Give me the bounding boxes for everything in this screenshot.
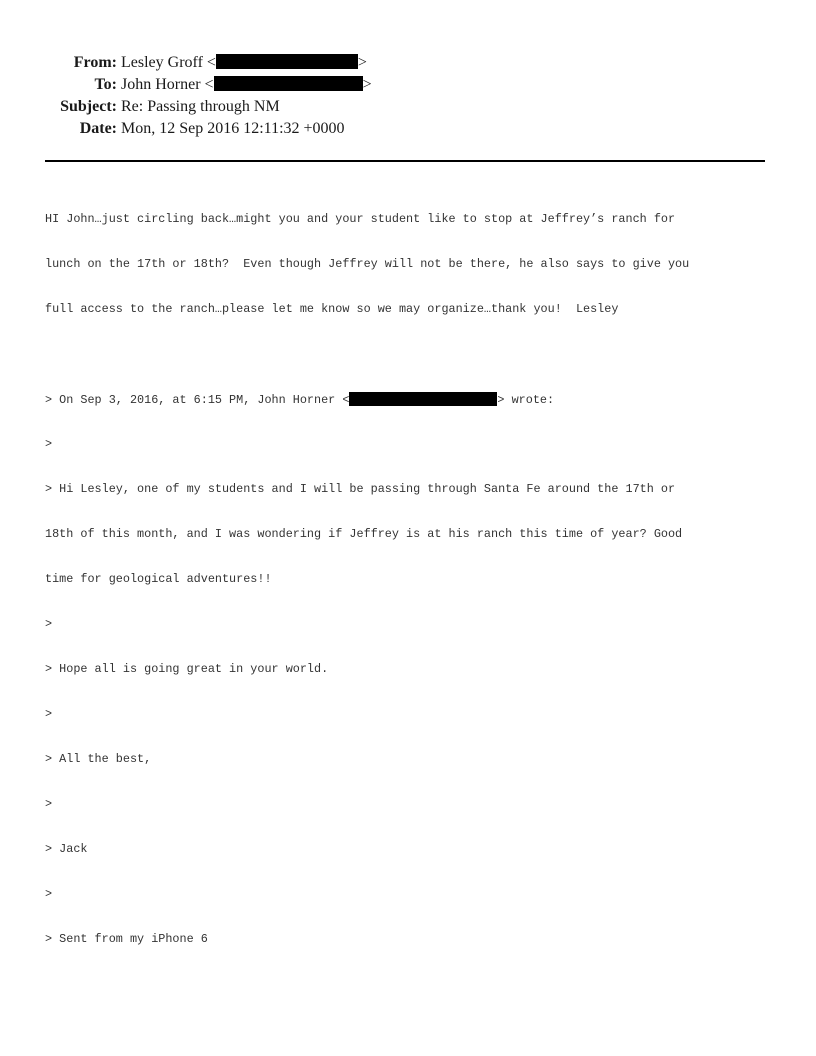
to-name: John Horner <: [121, 76, 214, 93]
redaction-block: [214, 76, 363, 91]
subject-value: Re: Passing through NM: [121, 98, 280, 115]
quoted-line: > Jack: [45, 842, 88, 856]
redaction-block: [349, 392, 497, 406]
to-label: To:: [94, 76, 117, 93]
quoted-line: >: [45, 887, 53, 901]
quote-attribution: [45, 392, 775, 407]
message-line: full access to the ranch…please let me know so we may organize…thank you! Lesley: [45, 302, 619, 316]
to-close: >: [362, 76, 372, 93]
date-value: Mon, 12 Sep 2016 12:11:32 +0000: [121, 120, 345, 137]
quoted-line: >: [45, 797, 53, 811]
email-header: [0, 52, 816, 140]
quoted-line: >: [45, 437, 53, 451]
date-row: [0, 118, 816, 140]
date-label: Date:: [79, 120, 117, 137]
quoted-line: > All the best,: [45, 752, 152, 766]
quoted-line: > Hope all is going great in your world.: [45, 662, 329, 676]
quoted-line: 18th of this month, and I was wondering if Jeffrey is at his ranch this time of year? Good: [45, 527, 683, 541]
blank-line: [45, 347, 775, 362]
email-body: [45, 182, 775, 962]
subject-row: [0, 96, 816, 118]
quoted-line: time for geological adventures!!: [45, 572, 272, 586]
message-line: lunch on the 17th or 18th? Even though Jeffrey will not be there, he also says to give you: [45, 257, 690, 271]
attribution-suffix: > wrote:: [497, 393, 555, 407]
attribution-prefix: > On Sep 3, 2016, at 6:15 PM, John Horner <: [45, 393, 350, 407]
from-value: [121, 52, 367, 74]
quoted-line: >: [45, 707, 53, 721]
from-close: >: [357, 54, 367, 71]
header-divider: [45, 160, 765, 162]
quoted-line: > Hi Lesley, one of my students and I will be passing through Santa Fe around the 17th or: [45, 482, 676, 496]
subject-label: Subject:: [60, 98, 117, 115]
from-name: Lesley Groff <: [121, 54, 216, 71]
quoted-line: >: [45, 617, 53, 631]
redaction-block: [216, 54, 358, 69]
message-line: HI John…just circling back…might you and your student like to stop at Jeffrey’s ranch for: [45, 212, 676, 226]
from-row: [0, 52, 816, 74]
to-value: [121, 74, 372, 96]
to-row: [0, 74, 816, 96]
from-label: From:: [73, 54, 117, 71]
quoted-line: > Sent from my iPhone 6: [45, 932, 208, 946]
